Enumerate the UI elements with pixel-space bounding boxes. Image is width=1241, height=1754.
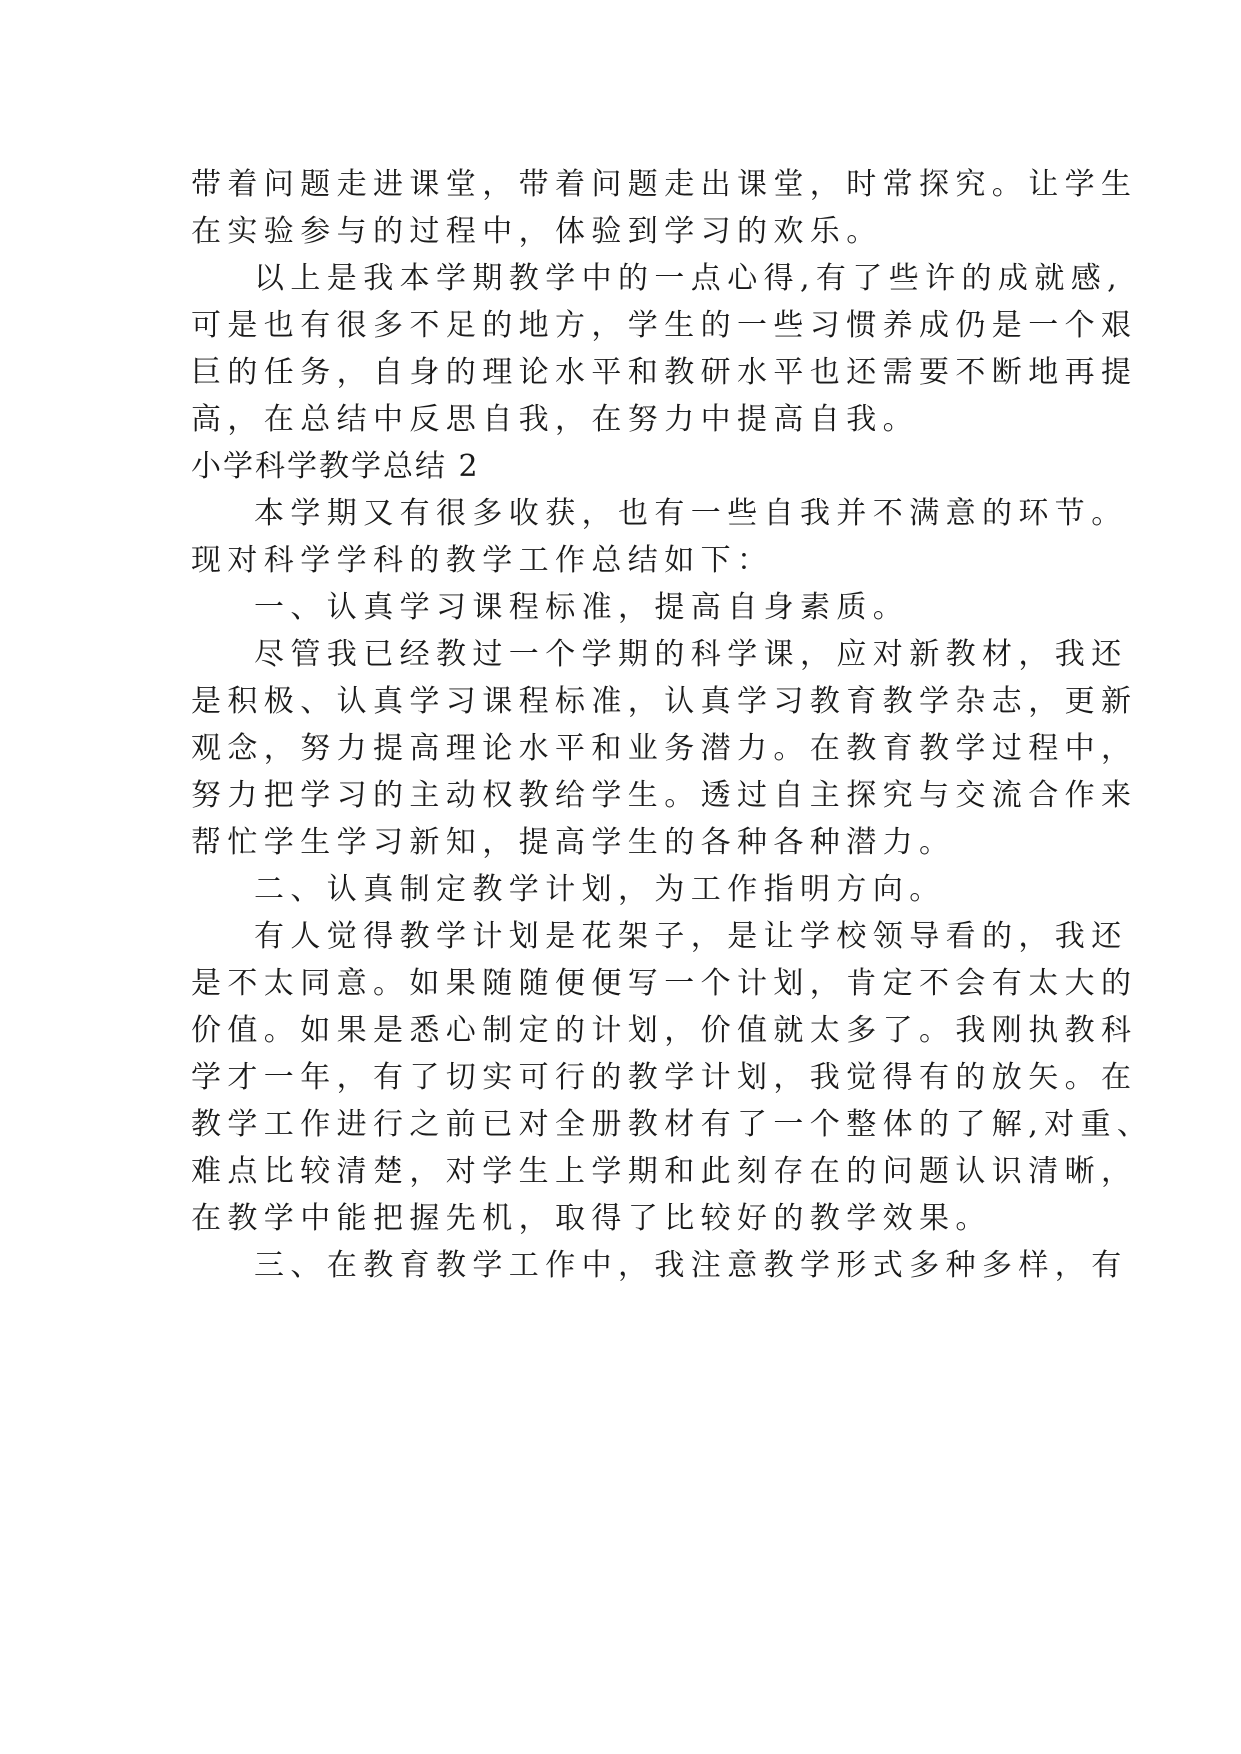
text-line: 价值。如果是悉心制定的计划，价值就太多了。我刚执教科 [191, 1013, 1138, 1048]
text-line: 帮忙学生学习新知，提高学生的各种各种潜力。 [191, 825, 956, 860]
text-line: 观念，努力提高理论水平和业务潜力。在教育教学过程中， [191, 731, 1138, 766]
subheading-line: 二、认真制定教学计划，为工作指明方向。 [254, 872, 946, 907]
text-line: 尽管我已经教过一个学期的科学课，应对新教材，我还 [254, 637, 1128, 672]
text-line: 高，在总结中反思自我，在努力中提高自我。 [191, 402, 919, 437]
text-line: 教学工作进行之前已对全册教材有了一个整体的了解,对重、 [191, 1107, 1154, 1142]
text-line: 难点比较清楚，对学生上学期和此刻存在的问题认识清晰， [191, 1154, 1138, 1189]
text-line: 是不太同意。如果随随便便写一个计划，肯定不会有太大的 [191, 966, 1138, 1001]
text-line: 巨的任务，自身的理论水平和教研水平也还需要不断地再提 [191, 355, 1138, 390]
text-line: 努力把学习的主动权教给学生。透过自主探究与交流合作来 [191, 778, 1138, 813]
text-line: 有人觉得教学计划是花架子，是让学校领导看的，我还 [254, 919, 1128, 954]
subheading-line: 三、在教育教学工作中，我注意教学形式多种多样，有 [254, 1248, 1128, 1283]
text-line: 学才一年，有了切实可行的教学计划，我觉得有的放矢。在 [191, 1060, 1138, 1095]
text-line: 本学期又有很多收获，也有一些自我并不满意的环节。 [254, 496, 1128, 531]
section-heading: 小学科学教学总结 2 [191, 449, 480, 484]
text-line: 在实验参与的过程中，体验到学习的欢乐。 [191, 214, 883, 249]
text-line: 以上是我本学期教学中的一点心得,有了些许的成就感, [254, 261, 1124, 296]
text-line: 现对科学学科的教学工作总结如下： [191, 543, 774, 578]
subheading-line: 一、认真学习课程标准，提高自身素质。 [254, 590, 910, 625]
text-line: 可是也有很多不足的地方，学生的一些习惯养成仍是一个艰 [191, 308, 1138, 343]
text-line: 在教学中能把握先机，取得了比较好的教学效果。 [191, 1201, 992, 1236]
text-line: 带着问题走进课堂，带着问题走出课堂，时常探究。让学生 [191, 167, 1138, 202]
text-line: 是积极、认真学习课程标准，认真学习教育教学杂志，更新 [191, 684, 1138, 719]
